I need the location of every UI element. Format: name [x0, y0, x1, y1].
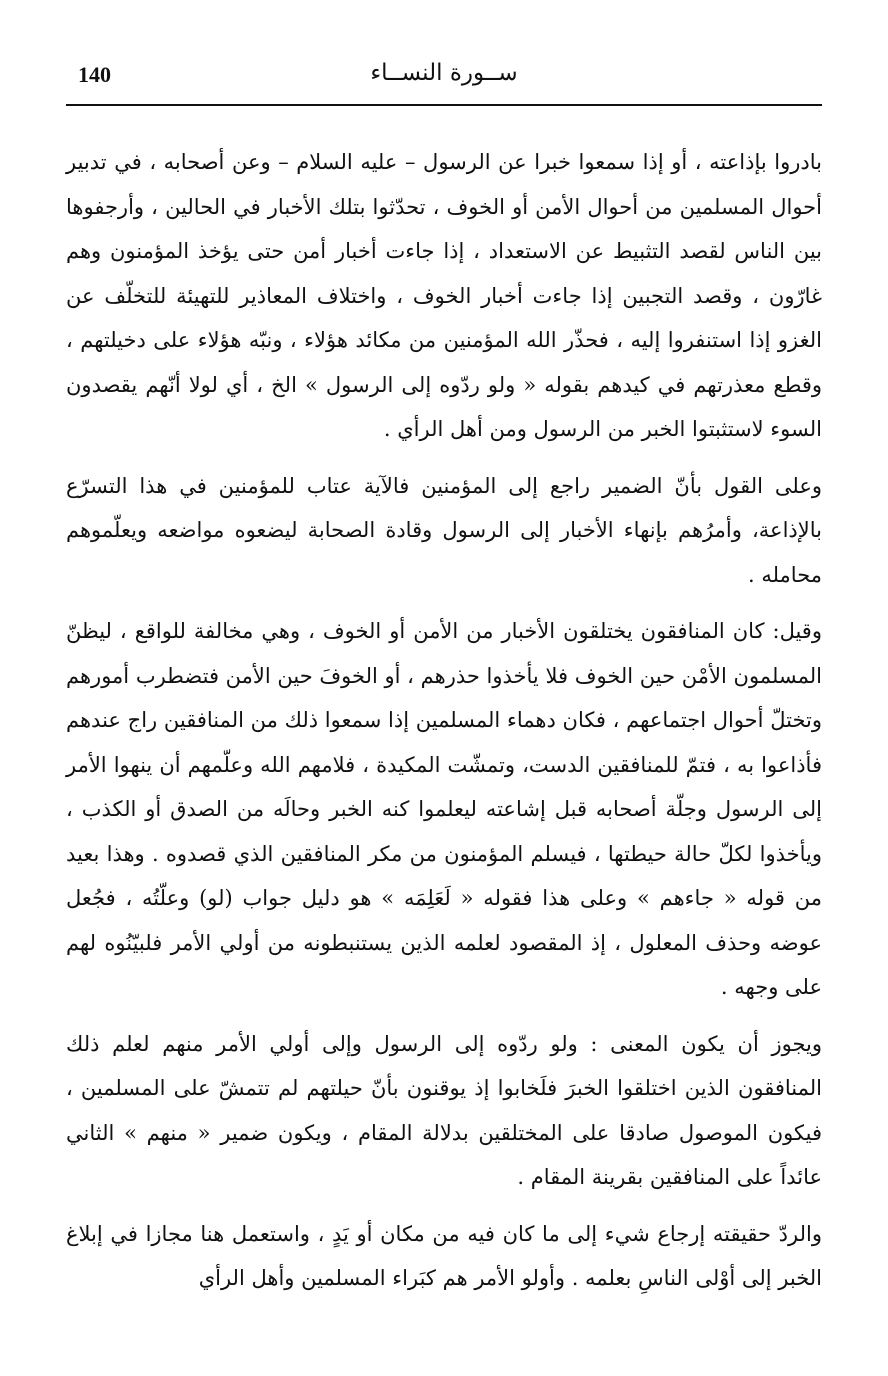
paragraph: وقيل: كان المنافقون يختلقون الأخبار من الأمن أو الخوف ، وهي مخالفة للواقع ، ليظنّ المسلمون الأمْن حين الخوف فلا يأخذوا حذرهم ، أو الخوفَ حين الأمن فتضطرب أمورهم وتختلّ أحوال اجتماعهم ، فكان دهماء المسلمين إذا سمعوا ذلك من المنافقين راج عندهم فأذاعوا به ، فتمّ للمنافقين الدست، وتمشّت المكيدة ، فلامهم الله وعلّمهم أن ينهوا الأمر إلى الرسول وجلّة أصحابه قبل إشاعته ليعلموا كنه الخبر وحالَه من الصدق أو الكذب ، ويأخذوا لكلّ حالة حيطتها ، فيسلم المؤمنون من مكر المنافقين الذي قصدوه . وهذا بعيد من قوله « جاءهم » وعلى هذا فقوله « لَعَلِمَه » هو دليل جواب (لو) وعلّتُه ، فجُعل عوضه وحذف المعلول ، إذ المقصود لعلمه الذين يستنبطونه من أولي الأمر فلبيّنُوه لهم على وجهه . — [66, 619, 822, 999]
running-title: ســورة النســاء — [370, 60, 518, 86]
paragraph: وعلى القول بأنّ الضمير راجع إلى المؤمنين فالآية عتاب للمؤمنين في هذا التسرّع بالإذاعة، وأمرُهم بإنهاء الأخبار إلى الرسول وقادة الصحابة ليضعوه مواضعه ويعلّموهم محامله . — [66, 473, 822, 587]
paragraph: ويجوز أن يكون المعنى : ولو ردّوه إلى الرسول وإلى أولي الأمر منهم لعلم ذلك المنافقون الذين اختلقوا الخبرَ فلَخابوا إذ يوقنون بأنّ حيلتهم لم تتمشّ على المسلمين ، فيكون الموصول صادقا على المختلقين بدلالة المقام ، ويكون ضمير « منهم » الثاني عائداً على المنافقين بقرينة المقام . — [66, 1031, 822, 1189]
paragraph: بادروا بإذاعته ، أو إذا سمعوا خبرا عن الرسول – عليه السلام – وعن أصحابه ، في تدبير أحوال المسلمين من أحوال الأمن أو الخوف ، تحدّثوا بتلك الأخبار في الحالين ، وأرجفوها بين الناس لقصد التثبيط عن الاستعداد ، إذا جاءت أخبار أمن حتى يؤخذ المؤمنون وهم غارّون ، وقصد التجبين إذا جاءت أخبار الخوف ، واختلاف المعاذير للتهيئة للتخلّف عن الغزو إذا استنفروا إليه ، فحذّر الله المؤمنين من مكائد هؤلاء ، ونبّه هؤلاء على دخيلتهم ، وقطع معذرتهم في كيدهم بقوله « ولو ردّوه إلى الرسول » الخ ، أي لولا أنّهم يقصدون السوء لاستثبتوا الخبر من الرسول ومن أهل الرأي . — [66, 150, 822, 441]
body-text — [66, 140, 822, 1301]
page-number: 140 — [78, 62, 111, 87]
header-rule — [66, 104, 822, 106]
paragraph: والردّ حقيقته إرجاع شيء إلى ما كان فيه من مكان أو يَدٍ ، واستعمل هنا مجازا في إبلاغ الخبر إلى أوْلى الناسِ بعلمه . وأولو الأمر هم كبَراء المسلمين وأهل الرأي — [66, 1221, 822, 1290]
page-header — [66, 58, 822, 104]
